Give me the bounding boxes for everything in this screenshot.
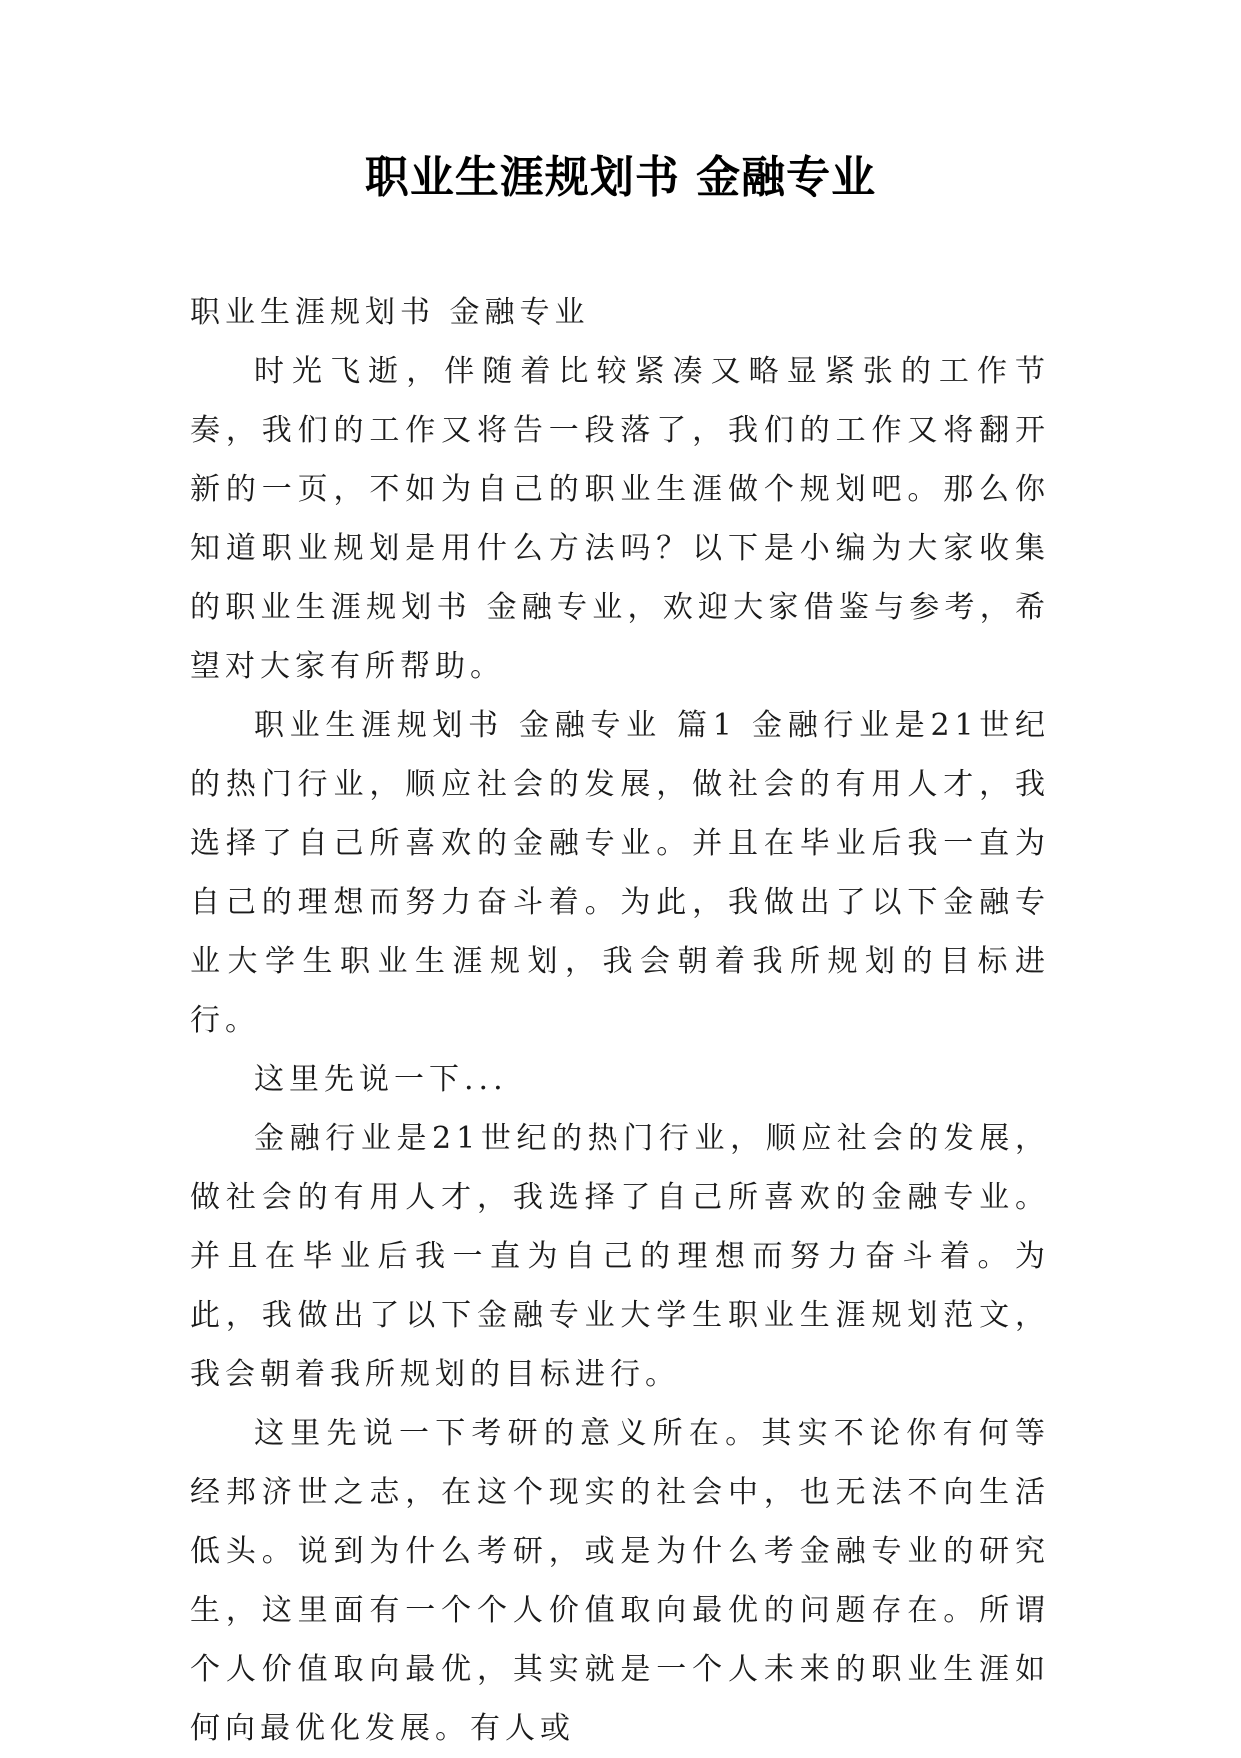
document-body [190,283,1050,1758]
paragraph-graduate-study: 这里先说一下考研的意义所在。其实不论你有何等经邦济世之志，在这个现实的社会中，也无法不向生活低头。说到为什么考研，或是为什么考金融专业的研究生，这里面有一个个人价值取向最优的问题存在。所谓个人价值取向最优，其实就是一个人未来的职业生涯如何向最优化发展。有人或 [190,1416,1050,1746]
document-subtitle: 职业生涯规划书 金融专业 [190,295,590,330]
paragraph-finance-industry: 金融行业是21世纪的热门行业，顺应社会的发展，做社会的有用人才，我选择了自己所喜欢的金融专业。并且在毕业后我一直为自己的理想而努力奋斗着。为此，我做出了以下金融专业大学生职业生涯规划范文，我会朝着我所规划的目标进行。 [190,1121,1050,1392]
paragraph-intro: 时光飞逝，伴随着比较紧凑又略显紧张的工作节奏，我们的工作又将告一段落了，我们的工作又将翻开新的一页，不如为自己的职业生涯做个规划吧。那么你知道职业规划是用什么方法吗？以下是小编为大家收集的职业生涯规划书 金融专业，欢迎大家借鉴与参考，希望对大家有所帮助。 [190,354,1050,684]
paragraph-short-note: 这里先说一下... [254,1062,508,1097]
paragraph-section-1: 职业生涯规划书 金融专业 篇1 金融行业是21世纪的热门行业，顺应社会的发展，做社会的有用人才，我选择了自己所喜欢的金融专业。并且在毕业后我一直为自己的理想而努力奋斗着。为此，我做出了以下金融专业大学生职业生涯规划，我会朝着我所规划的目标进行。 [190,708,1050,1038]
document-title: 职业生涯规划书 金融专业 [364,152,877,203]
